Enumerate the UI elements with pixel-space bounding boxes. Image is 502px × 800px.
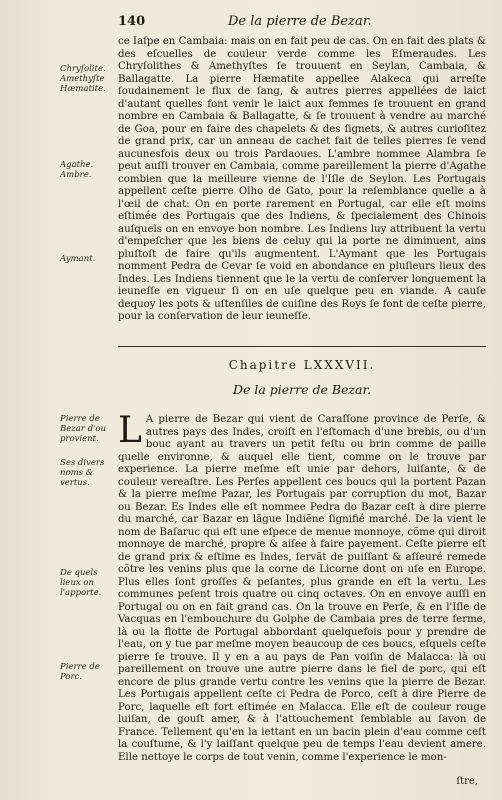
sidenote-magnet: Aymant. bbox=[60, 254, 96, 264]
sidenote-porc-stone: Pierre de Porc. bbox=[60, 662, 100, 682]
sidenote-names-virtues: Ses divers noms & vertus. bbox=[60, 458, 105, 488]
sidenote-where-from: De quels lieux on l'apporte. bbox=[60, 568, 102, 598]
page-header bbox=[118, 14, 478, 36]
sidenote-gems: Chryſolite. Amethyſte Hæmatite. bbox=[60, 64, 106, 94]
section-rule bbox=[118, 346, 486, 347]
text-block-top bbox=[118, 36, 486, 324]
drop-cap: L bbox=[118, 410, 142, 451]
sidenote-agate-amber: Agathe. Ambre. bbox=[60, 160, 94, 180]
running-head: De la pierre de Bezar. bbox=[228, 14, 372, 29]
section-title: De la pierre de Bezar. bbox=[232, 382, 372, 397]
sidenote-bezar-origin: Pierre de Bezar d'ou provient. bbox=[60, 414, 106, 444]
paragraph-bottom-text: A pierre de Bezar qui vient de Caraſſone province de Perſe, & autres pays des Indes, croiſt en l'eſtomach d'une brebis, ou d'un bouc ayant au travers un petit feſtu ou brin comme de paille quelle environne, & auquel elle tient, comme on le trouve par experience. La pierre meſme eſt unie par dehors, luiſante, & de couleur vereaſtre. Les Perſes appellent ces boucs qui la portent Pazan & la pierre meſme Pazar, les Portugais par corruption du mot, Bazar ou Bezar. Es Indes elle eſt nommee Pedra do Bazar ceſt à dire pierre du marché, car Bazar en lãgue Indiẽne ſignifié marché. De la vient le nom de Baſaruc qui eſt une eſpece de menue monnoye, cõme qui diroit monnoye de marché, propre & aiſee à faire payement. Ceſte pierre eſt de grand prix & eſtime es Indes, ſervãt de puiſſant & aſſeuré remede cõtre les venins plus que la corne de Licorne dont on uſe en Europe. Plus elles ſont groſſes & peſantes, plus grande en eſt la vertu. Les communes peſent trois quatre ou cinq octaves. On en envoye auſſi en Portugal ou on en fait grand cas. On la trouve en Perſe, & en l'Iſle de Vacquas en l'embouchure du Golphe de Cambaia pres de terre ferme, là ou la flotte de Portugal abbordant quelquefois pour y prendre de l'eau, on y tue par meſme moyen beaucoup de ces boucs, eſquels ceſte pierre ſe trouve. Il y en a au pays de Pan voiſin de Malacca: là ou pareillement on trouve une autre pierre dans le fiel de porc, qui eſt encore de plus grande vertu contre les venins que la pierre de Bezar. Les Portugais appellent ceſte ci Pedra de Porco, ceſt à dire Pierre de Porc, laquelle eſt fort eſtimée en Malacca. Elle eſt de couleur rouge luiſan, de gouſt amer, & à l'attouchement ſemblable au ſavon de France. Tellement qu'en la iettant en un bacin plein d'eau comme ceſt la couſtume, & l'y laiſſant quelque peu de temps l'eau devient amere. Elle nettoye le corps de tout venin, comme l'experience le mon- bbox=[118, 414, 486, 763]
text-block-bottom bbox=[118, 410, 486, 764]
catchword: ſtre, bbox=[456, 776, 478, 787]
paragraph-bottom bbox=[118, 410, 486, 764]
paragraph-top: ce Iaſpe en Cambaia: mais on en fait peu de cas. On en fait des plats & des eſcuelles de couleur verde comme les Eſmeraudes. Les Chryſolithes & Amethyſtes ſe trouuent en Seylan, Cambaia, & Ballagatte. La pierre Hæmatite appellee Alakeca qui arreſte ſoudainement le flux de ſang, & autres pierres appellées de laict d'autant quelles font venir le laict aux femmes ſe trouuent en grand nombre en Cambaia & Ballagatte, & ſe trouuent à vendre au marché de Goa, pour en faire des chapelets & des ſignets, & autres curioſitez de grand prix, car un anneau de cachet fait de telles pierres ſe vend aucunesfois deux ou trois Pardaoues. L'ambre nommee Alambra ſe peut auſſi trouver en Cambaia, comme pareillement la pierre d'Agathe combien que la meilleure vienne de l'Iſle de Seylon. Les Portugais appellent ceſte pierre Olho de Gato, pour la reſemblance quelle a à l'œil de chat: On en porte rarement en Portugal, car elle eſt moins eſtimée des Portugais que des Indiens, & ſpecialement des Chinois auſquels on en envoye bon nombre. Les Indiens luy attribuent la vertu d'empeſcher que les biens de celuy qui la porte ne diminuent, ains pluſtoſt de faire qu'ils augmentent. L'Aymant que les Portugais nomment Pedra de Cevar ſe void en abondance en pluſieurs lieux des Indes. Les Indiens tiennent que le la vertu de conſerver longuement la ieuneſſe en vigueur ſi on en uſe quelque peu en viande. A cauſe dequoy les pots & uſtenſiles de cuiſine des Roys ſe font de ceſte pierre, pour la conſervation de leur ieuneſſe. bbox=[118, 36, 486, 322]
page-number: 140 bbox=[118, 14, 146, 29]
chapter-title: Chapitre LXXXVII. bbox=[228, 358, 376, 372]
